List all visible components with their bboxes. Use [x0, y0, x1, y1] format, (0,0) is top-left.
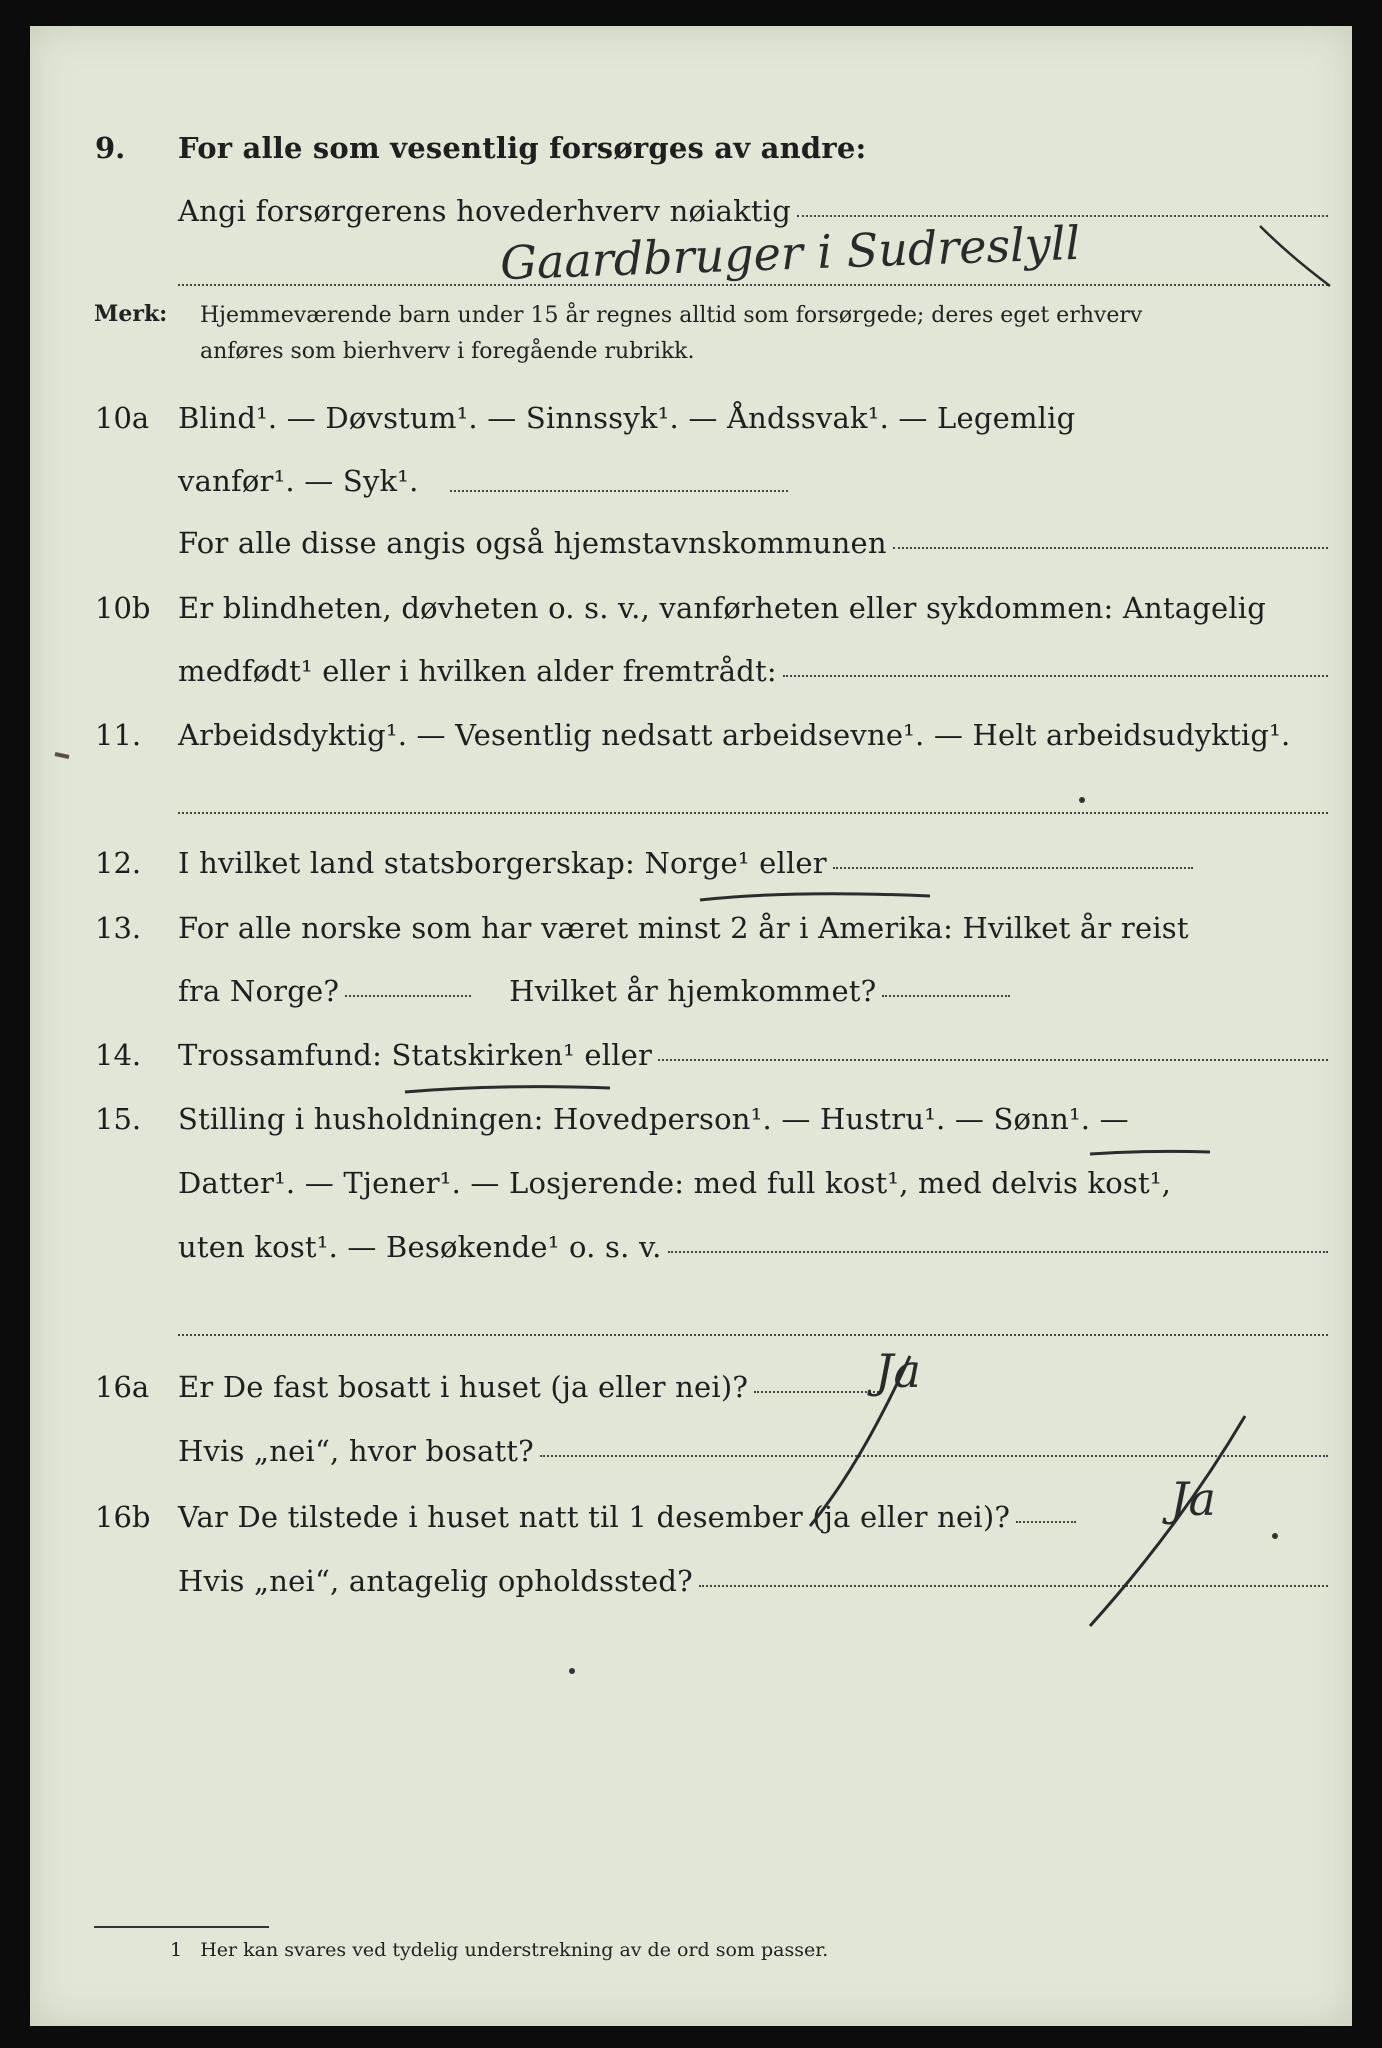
question-number: 15.: [95, 1102, 142, 1136]
question-number: 11.: [95, 718, 142, 752]
handwriting-strokes: [30, 26, 1352, 2026]
question-number: 13.: [95, 911, 142, 945]
question-text: Var De tilstede i huset natt til 1 desember (ja eller nei)?: [178, 1500, 1011, 1534]
question-number: 14.: [95, 1038, 142, 1072]
question-number: 12.: [95, 846, 142, 880]
flourish-stroke: [1260, 226, 1330, 286]
footnote-rule: [94, 1926, 269, 1928]
slash-stroke: [1090, 1416, 1245, 1626]
question-text: For alle som vesentlig forsørges av andre:: [178, 131, 867, 165]
handwritten-answer: Gaardbruger i Sudreslyll: [499, 215, 1081, 291]
ink-dot: [1272, 1533, 1278, 1539]
footnote-text: Her kan svares ved tydelig understrekning av de ord som passer.: [200, 1939, 829, 1961]
question-text: Hvis „nei“, antagelig opholdssted?: [178, 1564, 693, 1598]
note-label: Merk:: [94, 301, 168, 327]
note-line-1: Hjemmeværende barn under 15 år regnes alltid som forsørgede; deres eget erhverv: [200, 303, 1143, 328]
footnote-mark: 1: [170, 1939, 183, 1961]
question-text: fra Norge?: [178, 974, 340, 1008]
question-number: 16a: [95, 1370, 150, 1404]
question-text: Hvis „nei“, hvor bosatt?: [178, 1434, 534, 1468]
handwritten-answer: Ja: [875, 1344, 921, 1398]
question-text: Datter¹. — Tjener¹. — Losjerende: med full kost¹, med delvis kost¹,: [178, 1166, 1172, 1200]
pencil-mark: [55, 754, 69, 757]
question-number: 10a: [95, 401, 150, 435]
question-text: Er blindheten, døvheten o. s. v., vanførheten eller sykdommen: Antagelig: [178, 591, 1267, 625]
question-number: 16b: [95, 1500, 151, 1534]
question-text: For alle norske som har været minst 2 år i Amerika: Hvilket år reist: [178, 911, 1189, 945]
slash-stroke: [810, 1356, 910, 1526]
question-text: For alle disse angis også hjemstavnskommunen: [178, 526, 887, 560]
question-text: Arbeidsdyktig¹. — Vesentlig nedsatt arbeidsevne¹. — Helt arbeidsudyktig¹.: [178, 718, 1291, 752]
question-text: vanfør¹. — Syk¹.: [178, 464, 419, 498]
question-text: Blind¹. — Døvstum¹. — Sinnssyk¹. — Åndssvak¹. — Legemlig: [178, 401, 1076, 435]
ink-dot: [1079, 797, 1085, 803]
underline-stroke: [1090, 1151, 1210, 1154]
question-text: uten kost¹. — Besøkende¹ o. s. v.: [178, 1230, 662, 1264]
underline-stroke: [700, 894, 930, 900]
underline-stroke: [405, 1087, 610, 1092]
question-text: Er De fast bosatt i huset (ja eller nei)?: [178, 1370, 749, 1404]
question-text: I hvilket land statsborgerskap: Norge¹ eller: [178, 846, 827, 880]
note-line-2: anføres som bierhverv i foregående rubrikk.: [200, 339, 695, 364]
handwritten-answer: Ja: [1170, 1472, 1216, 1526]
question-text: medfødt¹ eller i hvilken alder fremtrådt:: [178, 654, 777, 688]
ink-dot: [569, 1668, 575, 1674]
census-form-page: [30, 26, 1352, 2026]
question-text: Stilling i husholdningen: Hovedperson¹. — Hustru¹. — Sønn¹. —: [178, 1102, 1129, 1136]
question-text: Hvilket år hjemkommet?: [509, 974, 877, 1008]
question-number: 10b: [95, 591, 151, 625]
question-text: Trossamfund: Statskirken¹ eller: [178, 1038, 653, 1072]
question-number: 9.: [95, 131, 126, 165]
question-text: Angi forsørgerens hovederhverv nøiaktig: [178, 194, 791, 228]
